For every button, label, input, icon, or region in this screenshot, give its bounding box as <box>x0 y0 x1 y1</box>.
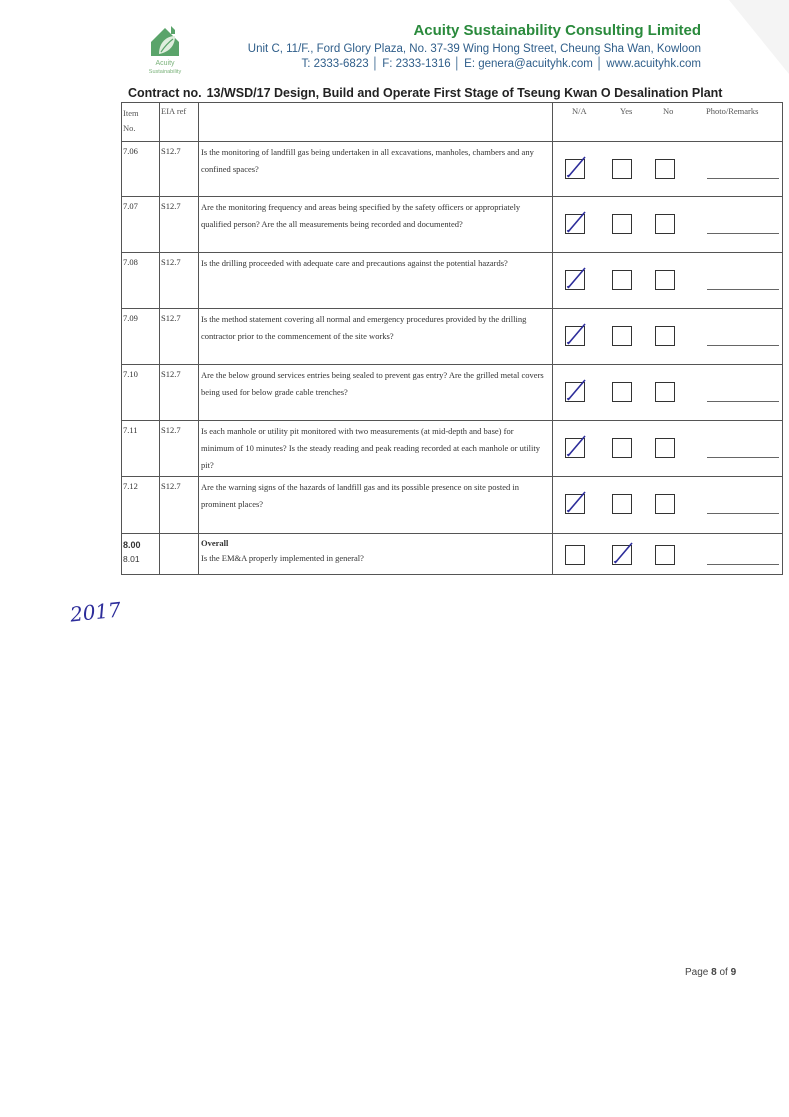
contract-title <box>128 86 722 100</box>
section-question <box>199 534 553 575</box>
header-ref-label: EIA ref <box>161 106 187 116</box>
answer-cell <box>553 421 783 477</box>
answer-cell <box>553 197 783 253</box>
item-number: 7.06 <box>122 142 160 197</box>
row-8-01-checkbox-na[interactable] <box>565 545 585 565</box>
eia-ref: S12.7 <box>160 197 199 253</box>
page-prefix: Page <box>685 967 709 978</box>
row-7-11-checkbox-no[interactable] <box>655 438 675 458</box>
answer-cell <box>553 253 783 309</box>
row-7-09-checkbox-na[interactable] <box>565 326 585 346</box>
address-line: Unit C, 11/F., Ford Glory Plaza, No. 37-39 Wing Hong Street, Cheung Sha Wan, Kowloon <box>247 43 701 55</box>
header-item-label: Item <box>123 108 139 118</box>
row-7-10-checkbox-yes[interactable] <box>612 382 632 402</box>
checklist-table <box>121 102 783 575</box>
eia-ref: S12.7 <box>160 421 199 477</box>
item-number: 7.11 <box>122 421 160 477</box>
table-row <box>122 421 783 477</box>
row-7-06-checkbox-na[interactable] <box>565 159 585 179</box>
row-7-07-checkbox-yes[interactable] <box>612 214 632 234</box>
answer-cell <box>553 365 783 421</box>
eia-ref: S12.7 <box>160 309 199 365</box>
item-number: 7.09 <box>122 309 160 365</box>
row-8-01-checkbox-yes[interactable] <box>612 545 632 565</box>
question-text: Is the monitoring of landfill gas being undertaken in all excavations, manholes, chambers and any confined spaces? <box>199 142 553 197</box>
row-7-08-checkbox-na[interactable] <box>565 270 585 290</box>
row-7-09-checkbox-no[interactable] <box>655 326 675 346</box>
contact-line: T: 2333-6823 │ F: 2333-1316 │ E: genera@acuityhk.com │ www.acuityhk.com <box>301 58 701 70</box>
section-answer-cell <box>553 534 783 575</box>
header-remarks: Photo/Remarks <box>706 106 759 116</box>
question-text: Are the monitoring frequency and areas being specified by the safety officers or appropriately qualified person? Are the all measurements being recorded and documented? <box>199 197 553 253</box>
header-item-no <box>122 103 160 142</box>
row-7-06-checkbox-no[interactable] <box>655 159 675 179</box>
row-7-06-remarks-line[interactable] <box>707 178 779 179</box>
row-7-12-checkbox-yes[interactable] <box>612 494 632 514</box>
item-number: 7.12 <box>122 477 160 534</box>
section-question-text: Is the EM&A properly implemented in general? <box>201 553 364 563</box>
row-8-01-checkbox-no[interactable] <box>655 545 675 565</box>
house-leaf-icon <box>145 20 185 60</box>
company-address <box>248 42 701 72</box>
logo-text-2: Sustainability <box>148 69 182 75</box>
row-7-08-remarks-line[interactable] <box>707 289 779 290</box>
row-7-07-remarks-line[interactable] <box>707 233 779 234</box>
page-total: 9 <box>730 967 737 978</box>
row-7-07-checkbox-na[interactable] <box>565 214 585 234</box>
row-7-09-remarks-line[interactable] <box>707 345 779 346</box>
answer-cell <box>553 142 783 197</box>
header-options <box>553 103 783 142</box>
header-na: N/A <box>572 106 587 116</box>
row-7-11-checkbox-na[interactable] <box>565 438 585 458</box>
eia-ref: S12.7 <box>160 477 199 534</box>
row-8-01-remarks-line[interactable] <box>707 564 779 565</box>
table-header-row <box>122 103 783 142</box>
item-number: 7.10 <box>122 365 160 421</box>
header-eia-ref <box>160 103 199 142</box>
row-7-12-remarks-line[interactable] <box>707 513 779 514</box>
section-number: 8.00 <box>123 540 141 550</box>
row-7-10-checkbox-no[interactable] <box>655 382 675 402</box>
row-7-06-checkbox-yes[interactable] <box>612 159 632 179</box>
question-text: Is the drilling proceeded with adequate care and precautions against the potential hazards? <box>199 253 553 309</box>
table-row <box>122 365 783 421</box>
contract-name: 13/WSD/17 Design, Build and Operate First Stage of Tseung Kwan O Desalination Plant <box>206 86 723 100</box>
answer-cell <box>553 477 783 534</box>
row-7-11-checkbox-yes[interactable] <box>612 438 632 458</box>
question-text: Are the below ground services entries being sealed to prevent gas entry? Are the grilled metal covers being used for below grade cable trenches? <box>199 365 553 421</box>
page-corner-mark <box>729 0 789 80</box>
contract-prefix: Contract no. <box>128 86 202 100</box>
table-row <box>122 197 783 253</box>
page-of: of <box>719 967 728 978</box>
question-text: Is the method statement covering all normal and emergency procedures provided by the drilling contractor prior to the commencement of the site works? <box>199 309 553 365</box>
header-no: No <box>663 106 674 116</box>
page-current: 8 <box>711 967 717 978</box>
answer-cell <box>553 309 783 365</box>
table-row <box>122 309 783 365</box>
header-yes: Yes <box>620 106 633 116</box>
company-logo <box>135 20 195 78</box>
row-7-10-remarks-line[interactable] <box>707 401 779 402</box>
handwritten-year: 2017 <box>68 597 123 627</box>
row-7-08-checkbox-no[interactable] <box>655 270 675 290</box>
eia-ref: S12.7 <box>160 253 199 309</box>
section-ref <box>160 534 199 575</box>
question-text: Is each manhole or utility pit monitored with two measurements (at mid-depth and base) for minimum of 10 minutes? Is the steady reading and peak reading recorded at each manhole or utility pit? <box>199 421 553 477</box>
item-number: 7.08 <box>122 253 160 309</box>
table-row <box>122 142 783 197</box>
row-7-10-checkbox-na[interactable] <box>565 382 585 402</box>
question-text: Are the warning signs of the hazards of landfill gas and its possible presence on site posted in prominent places? <box>199 477 553 534</box>
sub-item-number: 8.01 <box>123 554 140 564</box>
row-7-08-checkbox-yes[interactable] <box>612 270 632 290</box>
section-item-number <box>122 534 160 575</box>
header-question <box>199 103 553 142</box>
row-7-12-checkbox-na[interactable] <box>565 494 585 514</box>
table-row <box>122 253 783 309</box>
eia-ref: S12.7 <box>160 142 199 197</box>
row-7-07-checkbox-no[interactable] <box>655 214 675 234</box>
section-title: Overall <box>201 538 229 548</box>
company-name: Acuity Sustainability Consulting Limited <box>413 22 701 39</box>
table-row <box>122 477 783 534</box>
logo-text-1: Acuity <box>155 60 175 67</box>
page-number <box>685 967 736 978</box>
eia-ref: S12.7 <box>160 365 199 421</box>
row-7-11-remarks-line[interactable] <box>707 457 779 458</box>
row-7-12-checkbox-no[interactable] <box>655 494 675 514</box>
item-number: 7.07 <box>122 197 160 253</box>
header-no-label: No. <box>123 123 136 133</box>
section-row <box>122 534 783 575</box>
row-7-09-checkbox-yes[interactable] <box>612 326 632 346</box>
